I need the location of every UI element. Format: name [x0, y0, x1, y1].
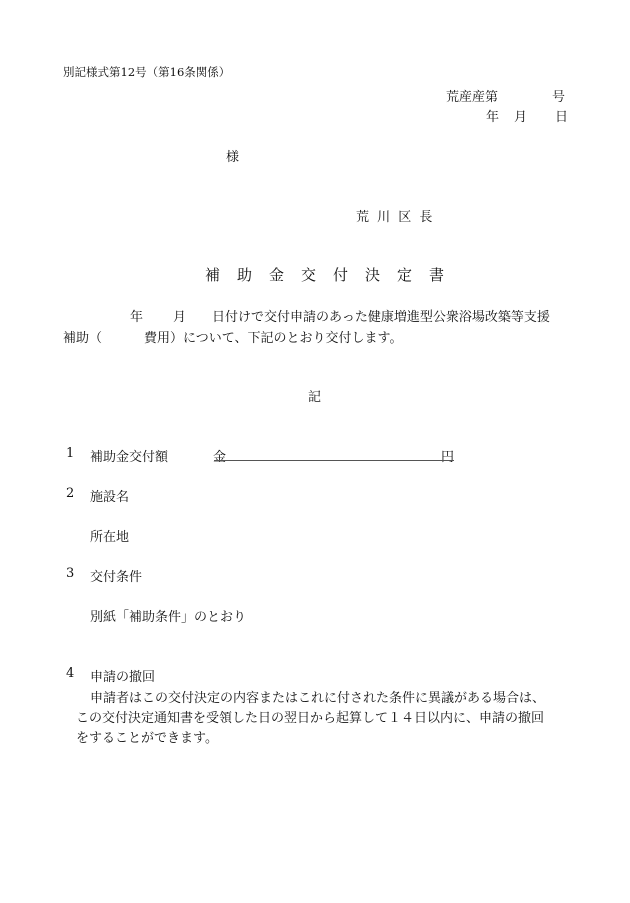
item-3-number: 3 [66, 566, 75, 581]
addressee-suffix: 様 [226, 150, 240, 165]
page-title: 補 助 金 交 付 決 定 書 [205, 266, 446, 284]
body-line2-a: 補助（ [63, 331, 103, 346]
amount-suffix: 円 [441, 450, 455, 465]
item-1-number: 1 [66, 446, 75, 461]
item-3-sub: 別紙「補助条件」のとおり [90, 610, 247, 625]
body-line1: 日付けで交付申請のあった健康増進型公衆浴場改築等支援 [212, 310, 550, 325]
doc-number-prefix: 荒産産第 [446, 90, 499, 105]
item-4-line-1: 申請者はこの交付決定の内容またはこれに付された条件に異議がある場合は、 [90, 691, 546, 706]
item-4-label: 申請の撤回 [90, 670, 156, 685]
item-2-label: 施設名 [90, 490, 130, 505]
date-year: 年 [486, 110, 500, 125]
item-2-number: 2 [66, 486, 75, 501]
form-reference: 別記様式第12号（第16条関係） [63, 65, 231, 79]
item-2-sub: 所在地 [90, 530, 130, 545]
doc-number-suffix: 号 [552, 90, 566, 105]
body-line2-b: 費用）について、下記のとおり交付します。 [144, 331, 403, 346]
amount-prefix: 金 [213, 450, 227, 465]
item-4-line-3: をすることができます。 [76, 731, 218, 746]
item-3-label: 交付条件 [90, 570, 143, 585]
date-month: 月 [514, 110, 528, 125]
amount-underline [214, 460, 454, 461]
item-4-line-2: この交付決定通知書を受領した日の翌日から起算して１４日以内に、申請の撤回 [76, 711, 545, 726]
issuer: 荒 川 区 長 [356, 210, 435, 225]
body-month: 月 [173, 310, 187, 325]
item-1-label: 補助金交付額 [90, 450, 169, 465]
body-year: 年 [130, 310, 144, 325]
item-4-number: 4 [66, 666, 75, 681]
date-day: 日 [555, 110, 569, 125]
ki-heading: 記 [308, 390, 322, 405]
